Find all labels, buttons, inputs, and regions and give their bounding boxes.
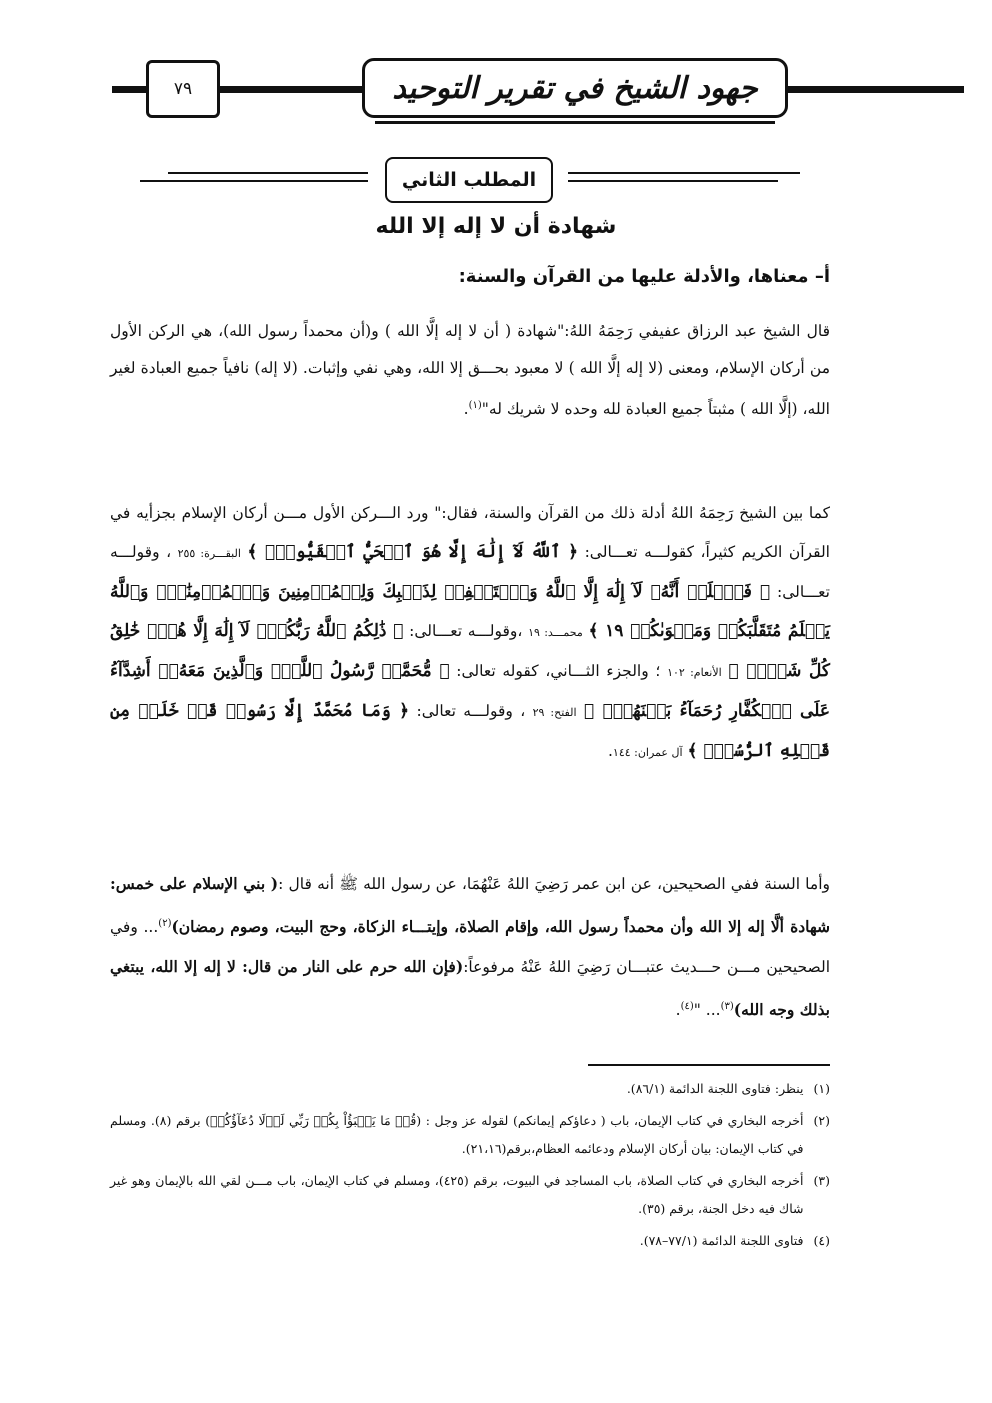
quran-verse-4: ﴿ مُّحَمَّدٞ رَّسُولُ ٱللَّهِۚ وَٱلَّذِينَ مَعَهُۥٓ أَشِدَّآءُ عَلَى ٱلۡكُفَّارِ رُحَمَآءُ بَيۡنَهُمۡۖ ﴾	[110, 661, 830, 721]
paragraph-3-intro: وأما السنة ففي الصحيحين، عن ابن عمر رَضِيَ اللهُ عَنْهُمَا، عن رسول الله ﷺ أنه قال :	[278, 875, 830, 893]
footnote-text: ينظر: فتاوى اللجنة الدائمة (٨٦/١).	[626, 1081, 804, 1096]
section-label: المطلب الثاني	[385, 157, 553, 203]
section-rule-right-bottom	[568, 180, 778, 182]
paragraph-1-text: قال الشيخ عبد الرزاق عفيفي رَحِمَهُ اللهُ:"شهادة ( أن لا إله إلَّا الله ) و(أن محمداً رسول الله)، هي الركن الأول من أركان الإسلام، ومعنى (لا إله إلَّا الله ) لا معبود بحـــق إلا الله، وهي نفي وإثبات. (لا إله) نافياً جميع العبادة لغير الله، (إلَّا الله ) مثبتاً جميع العبادة لله وحده لا شريك له"	[110, 322, 830, 419]
footnote-3	[110, 1167, 830, 1223]
footnote-4	[110, 1227, 830, 1255]
footnote-text: أخرجه البخاري في كتاب الصلاة، باب المساجد في البيوت، برقم (٤٢٥)، ومسلم في كتاب الإيمان، باب مـــن لقي الله بالإيمان وهو غير شاك فيه دخل الجنة، برقم (٣٥).	[110, 1173, 804, 1216]
quran-verse-3: ﴿ ذَٰلِكُمُ ٱللَّهُ رَبُّكُمۡۖ لَآ إِلَٰهَ إِلَّا هُوَۖ خَٰلِقُ كُلِّ شَيۡءٖ ﴾	[110, 621, 831, 681]
footnote-text: فتاوى اللجنة الدائمة (٧٧/١–٧٨).	[639, 1233, 804, 1248]
section-title: شهادة أن لا إله إلا الله	[375, 214, 617, 239]
verse-reference-5: آل عمران: ١٤٤	[612, 746, 683, 759]
footnote-number: (٢)	[813, 1113, 830, 1128]
paragraph-1: قال الشيخ عبد الرزاق عفيفي رَحِمَهُ اللهُ:"شهادة ( أن لا إله إلَّا الله ) و(أن محمداً رسول الله)، هي الركن الأول من أركان الإسلام، ومعنى (لا إله إلَّا الله ) لا معبود بحـــق إلا الله، وهي نفي وإثبات. (لا إله) نافياً جميع العبادة لغير الله، (إلَّا الله ) مثبتاً جميع العبادة لله وحده لا شريك له"$^{(١)}$.	[110, 322, 830, 419]
footnotes	[110, 1075, 830, 1259]
hadith-1: ( بني الإسلام على خمس: شهادة ألَّا إله إلا الله وأن محمداً رسول الله، وإقام الصلاة، وإيتـــاء الزكاة، وحج البيت، وصوم رمضان)	[110, 874, 830, 937]
footnote-ref-1: (١)	[468, 400, 482, 411]
verse-reference-4: الفتح: ٢٩	[532, 706, 577, 719]
subheading: أ– معناها، والأدلة عليها من القرآن والسنة:	[458, 266, 830, 287]
section-rule-left-top	[168, 172, 368, 174]
footnote-text: أخرجه البخاري في كتاب الإيمان، باب ( دعاؤكم إيمانكم) لقوله عز وجل : (قُلۡ مَا يَعۡبَؤُاْ بِكُمۡ رَبِّي لَوۡلَا دُعَآؤُكُمۡ) برقم (٨). ومسلم في كتاب الإيمان: بيان أركان الإسلام ودعائمه العظام،برقم(٢١،١٦).	[110, 1113, 804, 1156]
page-number: ٧٩	[146, 60, 220, 118]
quran-verse-2: ﴿ فَٱعۡلَمۡ أَنَّهُۥ لَآ إِلَٰهَ إِلَّا ٱللَّهُ وَٱسۡتَغۡفِرۡ لِذَنۢبِكَ وَلِلۡمُؤۡمِنِينَ وَٱلۡمُؤۡمِنَٰتِۗ وَٱللَّهُ يَعۡلَمُ مُتَقَلَّبَكُمۡ وَمَثۡوَىٰكُمۡ ١٩ ﴾	[110, 582, 830, 641]
section-rule-left-bottom	[140, 180, 368, 182]
book-title: جهود الشيخ في تقرير التوحيد	[362, 58, 788, 118]
verse-reference-3: الأنعام: ١٠٢	[667, 666, 722, 679]
footnote-rule	[588, 1064, 830, 1066]
verse-reference-1: البقـــرة: ٢٥٥	[177, 547, 241, 560]
verse-reference-2: محمـــد: ١٩	[528, 626, 583, 639]
footnote-number: (٣)	[813, 1173, 830, 1188]
paragraph-2: كما بين الشيخ رَحِمَهُ اللهُ أدلة ذلك من القرآن والسنة، فقال:" ورد الـــركن الأول مـــن أركان الإسلام بجزأيه في القرآن الكريم كثيراً، كقولـــه تعـــالى: ﴿ ٱللَّهُ لَآ إِلَٰهَ إِلَّا هُوَ ٱلۡحَيُّ ٱلۡقَيُّومُۚ ﴾ البقـــرة: ٢٥٥ ، وقولـــه تعـــالى: ﴿ فَٱعۡلَمۡ أَنَّهُۥ لَآ إِلَٰهَ إِلَّا ٱللَّهُ وَٱسۡتَغۡفِرۡ لِذَنۢبِكَ وَلِلۡمُؤۡمِنِينَ وَٱلۡمُؤۡمِنَٰتِۗ وَٱللَّهُ يَعۡلَمُ مُتَقَلَّبَكُمۡ وَمَثۡوَىٰكُمۡ ١٩ ﴾ محمـــد: ١٩ ،وقولـــه تعـــالى: ﴿ ذَٰلِكُمُ ٱللَّهُ رَبُّكُمۡۖ لَآ إِلَٰهَ إِلَّا هُوَۖ خَٰلِقُ كُلِّ شَيۡءٖ ﴾ الأنعام: ١٠٢ ؛ والجزء الثـــاني، كقوله تعالى: ﴿ مُّحَمَّدٞ رَّسُولُ ٱللَّهِۚ وَٱلَّذِينَ مَعَهُۥٓ أَشِدَّآءُ عَلَى ٱلۡكُفَّارِ رُحَمَآءُ بَيۡنَهُمۡۖ ﴾ الفتح: ٢٩ ، وقولـــه تعالى: ﴿ وَمَا مُحَمَّدٌ إِلَّا رَسُولٞ قَدۡ خَلَتۡ مِن قَبۡلِهِ ٱلرُّسُلُۚ ﴾ آل عمران: ١٤٤.	[110, 504, 831, 761]
section-rule-right-top	[568, 172, 800, 174]
footnote-ref-4: (٤)	[680, 1001, 694, 1013]
footnote-2	[110, 1107, 830, 1163]
footnote-ref-3: (٣)	[720, 1001, 734, 1013]
quran-verse-5: ﴿ وَمَا مُحَمَّدٌ إِلَّا رَسُولٞ قَدۡ خَلَتۡ مِن قَبۡلِهِ ٱلرُّسُلُۚ ﴾	[110, 701, 830, 761]
footnote-number: (١)	[813, 1081, 830, 1096]
hadith-2: (فإن الله حرم على النار من قال: لا إله إلا الله، يبتغي بذلك وجه الله)	[110, 957, 830, 1020]
quran-verse-1: ﴿ ٱللَّهُ لَآ إِلَٰهَ إِلَّا هُوَ ٱلۡحَيُّ ٱلۡقَيُّومُۚ ﴾	[247, 542, 579, 562]
footnote-number: (٤)	[813, 1233, 830, 1248]
footnote-ref-2: (٢)	[158, 918, 172, 929]
footnote-1	[110, 1075, 830, 1103]
paragraph-2-intro: كما بين الشيخ رَحِمَهُ اللهُ أدلة ذلك من القرآن والسنة، فقال:" ورد الـــركن الأول مـــن أركان الإسلام بجزأيه في القرآن الكريم كثيراً، كقولـــه تعـــالى:	[110, 504, 830, 561]
paragraph-3: وأما السنة ففي الصحيحين، عن ابن عمر رَضِيَ اللهُ عَنْهُمَا، عن رسول الله ﷺ أنه قال :( بني الإسلام على خمس: شهادة ألَّا إله إلا الله وأن محمداً رسول الله، وإقام الصلاة، وإيتـــاء الزكاة، وحج البيت، وصوم رمضان)$^{(٢)}$... وفي الصحيحين مـــن حـــديث عتبـــان رَضِيَ اللهُ عَنْهُ مرفوعاً:(فإن الله حرم على النار من قال: لا إله إلا الله، يبتغي بذلك وجه الله)$^{(٣)}$... "$^{(٤)}$.	[110, 874, 831, 1020]
